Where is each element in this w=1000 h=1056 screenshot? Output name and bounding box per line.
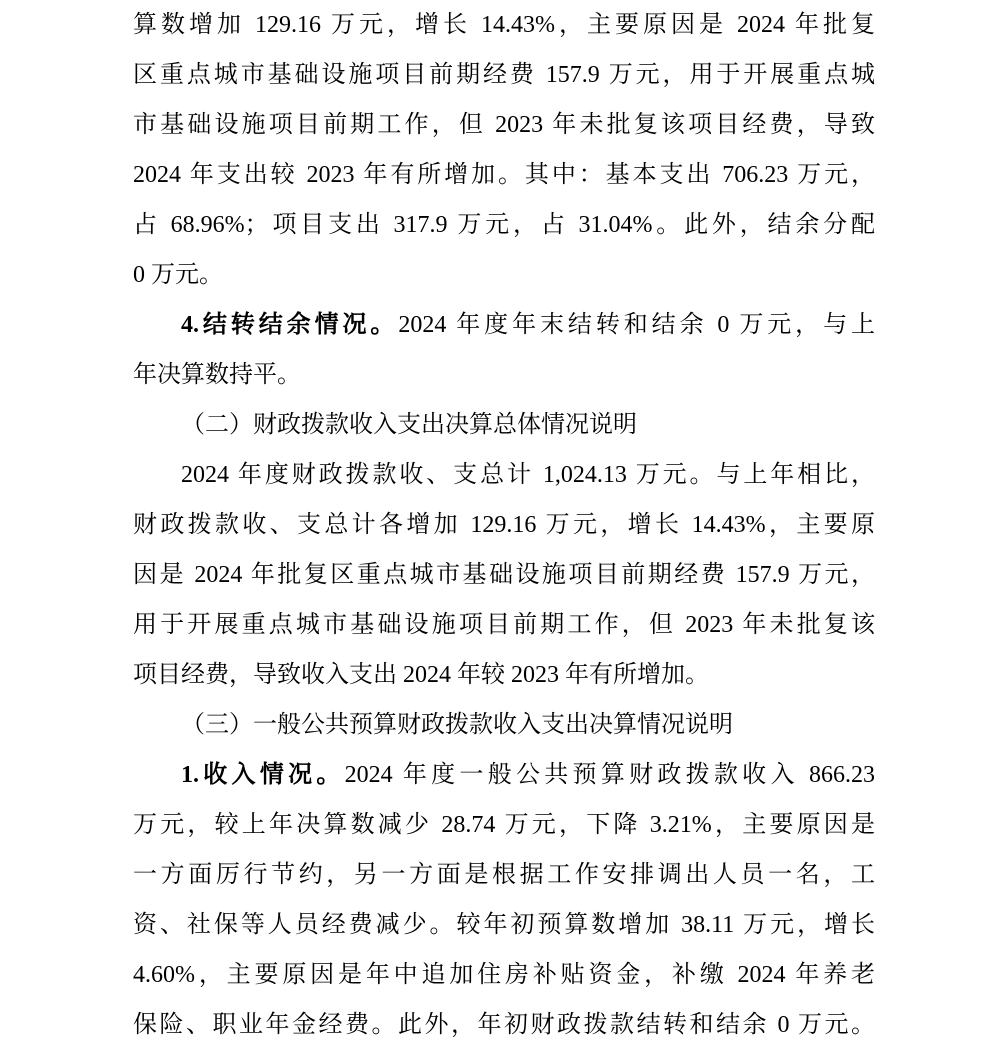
text-run: 2024 年度年末结转和结余 0 万元，与上 — [398, 312, 875, 338]
text-run: 因是 2024 年批复区重点城市基础设施项目前期经费 157.9 万元， — [133, 562, 875, 588]
text-run: 0 万元。 — [133, 262, 223, 288]
text-run: 市基础设施项目前期工作，但 2023 年未批复该项目经费，导致 — [133, 112, 875, 138]
text-run: 2024 年度财政拨款收、支总计 1,024.13 万元。与上年相比， — [181, 462, 875, 488]
text-line — [133, 550, 875, 600]
text-run: 占 68.96%；项目支出 317.9 万元，占 31.04%。此外，结余分配 — [133, 212, 875, 238]
text-line — [133, 950, 875, 1000]
text-line — [133, 0, 875, 50]
document-body — [133, 0, 875, 1050]
text-line — [133, 200, 875, 250]
text-line — [133, 400, 875, 450]
text-run: （三）一般公共预算财政拨款收入支出决算情况说明 — [181, 712, 733, 738]
text-line — [133, 1000, 875, 1050]
text-run: 2024 年度一般公共预算财政拨款收入 866.23 — [344, 762, 875, 788]
text-line — [133, 300, 875, 350]
bold-heading: 4.结转结余情况。 — [181, 312, 399, 338]
text-line — [133, 50, 875, 100]
text-run: 区重点城市基础设施项目前期经费 157.9 万元，用于开展重点城 — [133, 62, 875, 88]
text-line — [133, 650, 875, 700]
text-run: 财政拨款收、支总计各增加 129.16 万元，增长 14.43%，主要原 — [133, 512, 875, 538]
text-run: 项目经费，导致收入支出 2024 年较 2023 年有所增加。 — [133, 662, 709, 688]
text-run: 一方面厉行节约，另一方面是根据工作安排调出人员一名，工 — [133, 862, 875, 888]
text-line — [133, 500, 875, 550]
text-line — [133, 100, 875, 150]
text-run: 保险、职业年金经费。此外，年初财政拨款结转和结余 0 万元。 — [133, 1012, 875, 1038]
text-line — [133, 350, 875, 400]
bold-heading: 1.收入情况。 — [181, 762, 345, 788]
text-line — [133, 900, 875, 950]
text-line — [133, 850, 875, 900]
text-run: 用于开展重点城市基础设施项目前期工作，但 2023 年未批复该 — [133, 612, 875, 638]
text-line — [133, 450, 875, 500]
text-line — [133, 600, 875, 650]
text-line — [133, 750, 875, 800]
text-run: 4.60%，主要原因是年中追加住房补贴资金，补缴 2024 年养老 — [133, 962, 875, 988]
text-run: （二）财政拨款收入支出决算总体情况说明 — [181, 412, 637, 438]
text-line — [133, 700, 875, 750]
text-run: 算数增加 129.16 万元，增长 14.43%，主要原因是 2024 年批复 — [133, 12, 875, 38]
text-run: 资、社保等人员经费减少。较年初预算数增加 38.11 万元，增长 — [133, 912, 875, 938]
text-line — [133, 150, 875, 200]
text-run: 年决算数持平。 — [133, 362, 301, 388]
text-run: 2024 年支出较 2023 年有所增加。其中：基本支出 706.23 万元， — [133, 162, 875, 188]
text-line — [133, 800, 875, 850]
text-line — [133, 250, 875, 300]
text-run: 万元，较上年决算数减少 28.74 万元，下降 3.21%，主要原因是 — [133, 812, 875, 838]
